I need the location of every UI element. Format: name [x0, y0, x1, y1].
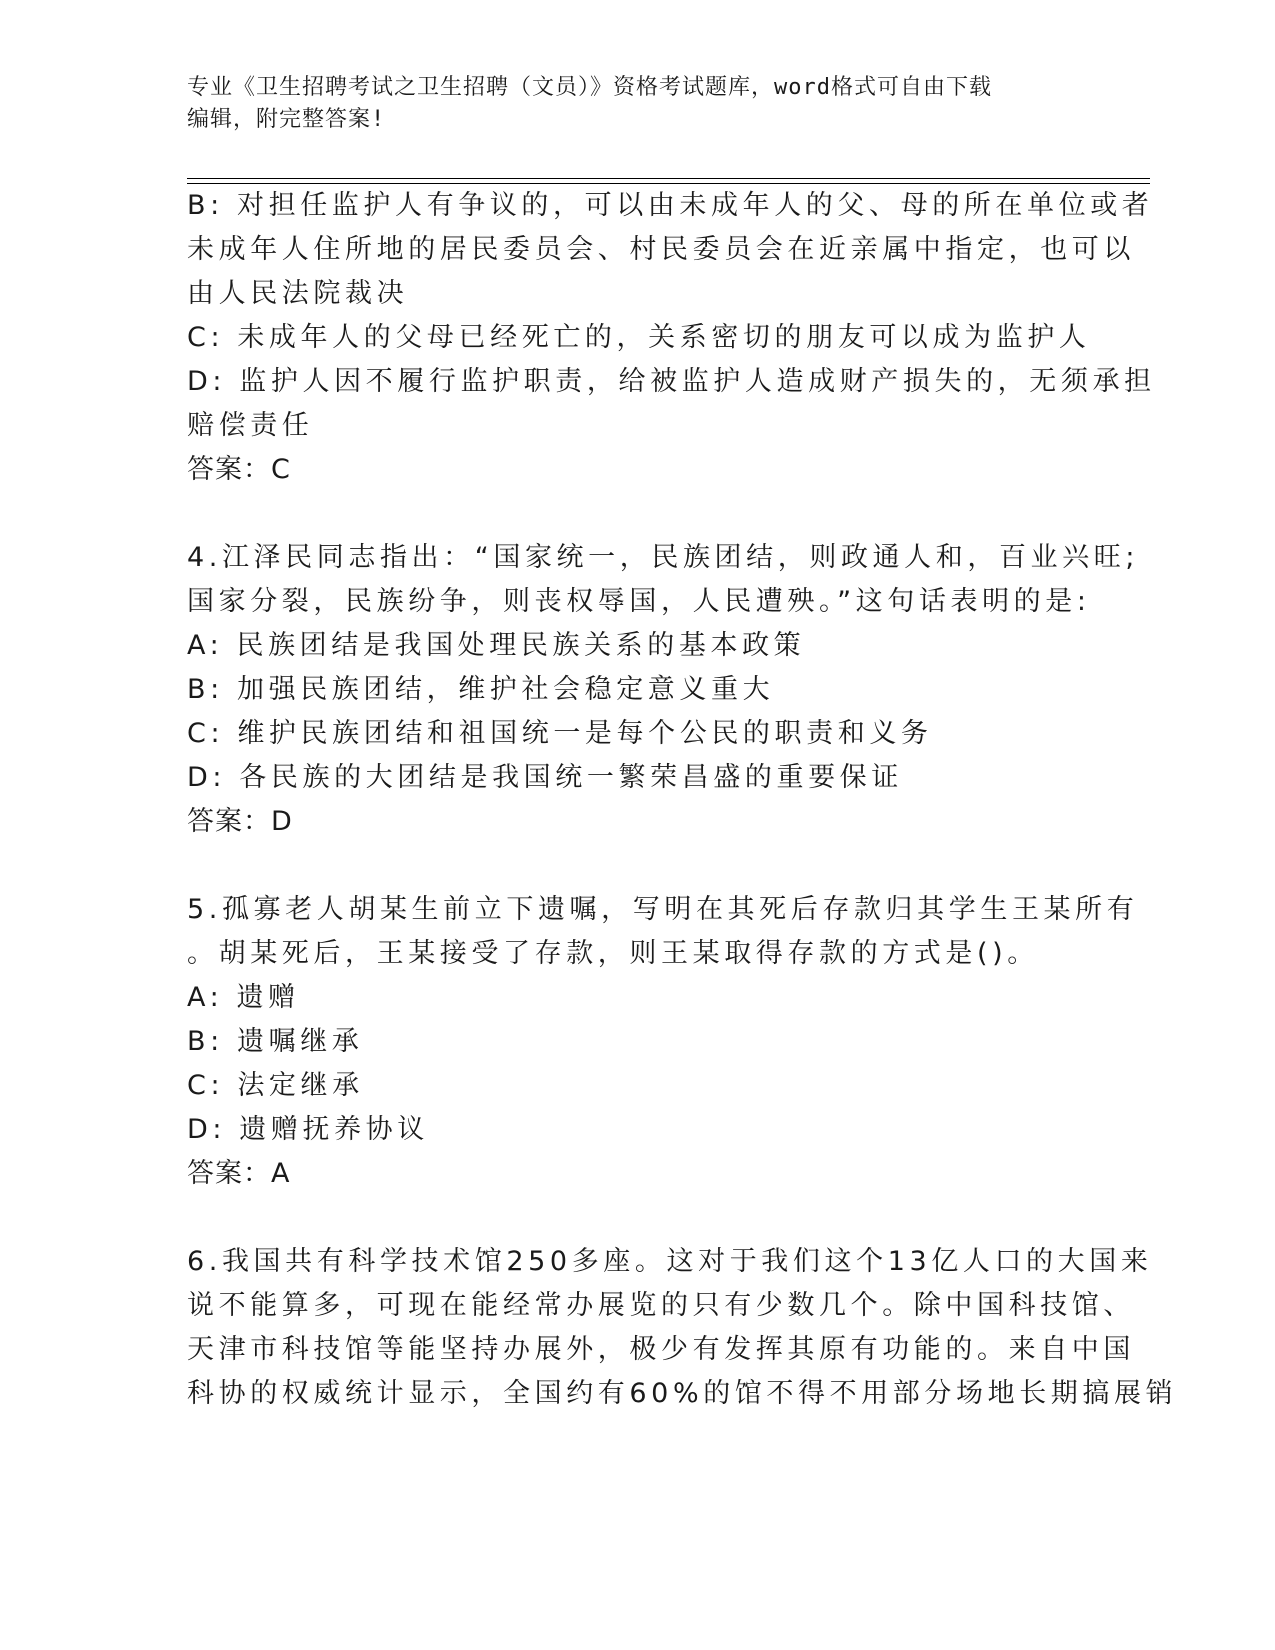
header-rule-top: [187, 178, 1150, 179]
q4-answer: 答案：D: [187, 806, 293, 837]
q4-option-a: A: 民族团结是我国处理民族关系的基本政策: [187, 630, 806, 661]
q4-option-b: B: 加强民族团结，维护社会稳定意义重大: [187, 674, 775, 705]
document-header: [187, 72, 1087, 136]
q6-stem-line-2: 说不能算多，可现在能经常办展览的只有少数几个。除中国科技馆、: [187, 1290, 1135, 1321]
q5-option-b: B: 遗嘱继承: [187, 1026, 364, 1057]
q4-stem-line-1: 4.江泽民同志指出：“国家统一，民族团结，则政通人和，百业兴旺;: [187, 542, 1140, 573]
q6-stem-line-4: 科协的权威统计显示，全国约有60%的馆不得不用部分场地长期搞展销: [187, 1378, 1178, 1409]
q5-stem-line-1: 5.孤寡老人胡某生前立下遗嘱，写明在其死后存款归其学生王某所有: [187, 894, 1139, 925]
header-rule-bottom: [187, 183, 1150, 184]
q3-option-d-line-1: D: 监护人因不履行监护职责，给被监护人造成财产损失的，无须承担: [187, 366, 1156, 397]
q4-stem-line-2: 国家分裂，民族纷争，则丧权辱国，人民遭殃。”这句话表明的是:: [187, 586, 1091, 617]
q5-answer: 答案：A: [187, 1158, 291, 1189]
q4-option-c: C: 维护民族团结和祖国统一是每个公民的职责和义务: [187, 718, 933, 749]
q3-option-d-line-2: 赔偿责任: [187, 410, 314, 441]
q3-option-c: C: 未成年人的父母已经死亡的，关系密切的朋友可以成为监护人: [187, 322, 1091, 353]
q4-option-d: D: 各民族的大团结是我国统一繁荣昌盛的重要保证: [187, 762, 903, 793]
q5-stem-line-2: 。胡某死后，王某接受了存款，则王某取得存款的方式是()。: [187, 938, 1039, 969]
header-title-line-2: 编辑，附完整答案!: [187, 107, 386, 132]
q5-option-d: D: 遗赠抚养协议: [187, 1114, 429, 1145]
q3-answer: 答案：C: [187, 454, 291, 485]
q6-stem-line-1: 6.我国共有科学技术馆250多座。这对于我们这个13亿人口的大国来: [187, 1246, 1153, 1277]
q6-stem-line-3: 天津市科技馆等能坚持办展外，极少有发挥其原有功能的。来自中国: [187, 1334, 1135, 1365]
q5-option-c: C: 法定继承: [187, 1070, 364, 1101]
q3-option-b-line-2: 未成年人住所地的居民委员会、村民委员会在近亲属中指定，也可以: [187, 234, 1135, 265]
q5-option-a: A: 遗赠: [187, 982, 300, 1013]
q3-option-b-line-1: B: 对担任监护人有争议的，可以由未成年人的父、母的所在单位或者: [187, 190, 1154, 221]
q3-option-b-line-3: 由人民法院裁决: [187, 278, 409, 309]
header-title-line-1: 专业《卫生招聘考试之卫生招聘（文员）》资格考试题库，word格式可自由下载: [187, 75, 992, 100]
